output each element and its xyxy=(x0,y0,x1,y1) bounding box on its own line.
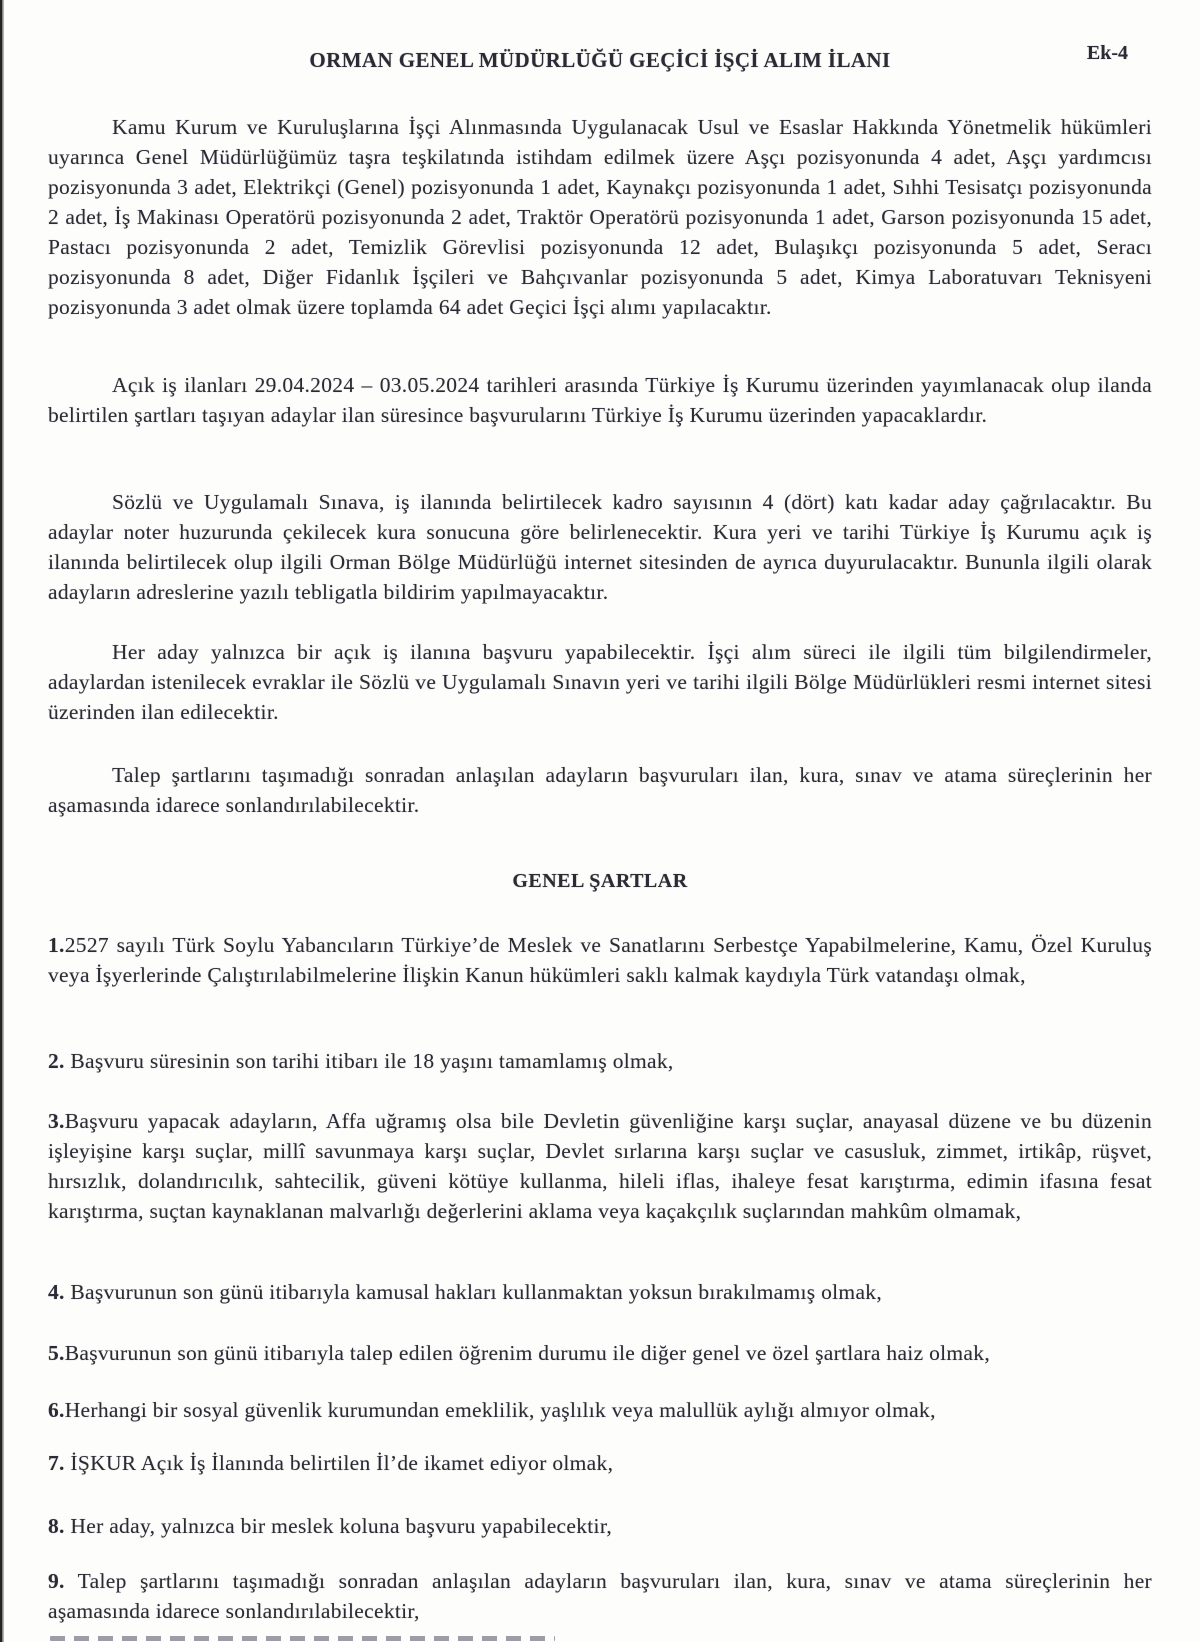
item-text: Talep şartlarını taşımadığı sonradan anlaşılan adayların başvuruları ilan, kura, sınav ve atama süreçlerinin her aşamasında idarece sonlandırılabilecektir, xyxy=(48,1569,1152,1623)
scan-cutoff-line xyxy=(50,1636,555,1641)
intro-paragraph-positions: Kamu Kurum ve Kuruluşlarına İşçi Alınmasında Uygulanacak Usul ve Esaslar Hakkında Yönetmelik hükümleri uyarınca Genel Müdürlüğümüz taşra teşkilatında istihdam edilmek üzere Aşçı pozisyonunda 4 adet, Aşçı yardımcısı pozisyonunda 3 adet, Elektrikçi (Genel) pozisyonunda 1 adet, Kaynakçı pozisyonunda 1 adet, Sıhhi Tesisatçı pozisyonunda 2 adet, İş Makinası Operatörü pozisyonunda 2 adet, Traktör Operatörü pozisyonunda 1 adet, Garson pozisyonunda 15 adet, Pastacı pozisyonunda 2 adet, Temizlik Görevlisi pozisyonunda 12 adet, Bulaşıkçı pozisyonunda 5 adet, Seracı pozisyonunda 8 adet, Diğer Fidanlık İşçileri ve Bahçıvanlar pozisyonunda 5 adet, Kimya Laboratuvarı Teknisyeni pozisyonunda 3 adet olmak üzere toplamda 64 adet Geçici İşçi alımı yapılacaktır. xyxy=(48,115,1152,319)
list-item-6 xyxy=(48,1395,1152,1425)
intro-paragraph-exam-lottery: Sözlü ve Uygulamalı Sınava, iş ilanında belirtilecek kadro sayısının 4 (dört) katı kadar aday çağrılacaktır. Bu adaylar noter huzurunda çekilecek kura sonucuna göre belirlenecektir. Kura yeri ve tarihi Türkiye İş Kurumu açık iş ilanında belirtilecek olup ilgili Orman Bölge Müdürlüğü internet sitesinden de ayrıca duyurulacaktır. Bununla ilgili olarak adayların adreslerine yazılı tebligatla bildirim yapılmayacaktır. xyxy=(48,490,1152,604)
item-text: Başvurunun son günü itibarıyla talep edilen öğrenim durumu ile diğer genel ve özel şartlara haiz olmak, xyxy=(64,1341,991,1365)
item-text: Herhangi bir sosyal güvenlik kurumundan emeklilik, yaşlılık veya malullük aylığı almıyor olmak, xyxy=(64,1398,936,1422)
item-text: Başvuru yapacak adayların, Affa uğramış olsa bile Devletin güvenliğine karşı suçlar, anayasal düzene ve bu düzenin işleyişine karşı suçlar, millî savunmaya karşı suçlar, Devlet sırlarına karşı suçlar ve casusluk, zimmet, irtikâp, rüşvet, hırsızlık, dolandırıcılık, sahtecilik, güveni kötüye kullanma, hileli iflas, ihaleye fesat karıştırma, edimin ifasına fesat karıştırma, suçtan kaynaklanan malvarlığı değerlerini aklama veya kaçakçılık suçlarından mahkûm olmamak, xyxy=(48,1109,1152,1223)
list-item-7 xyxy=(48,1448,1152,1478)
item-number: 2. xyxy=(48,1049,65,1073)
document-title: ORMAN GENEL MÜDÜRLÜĞÜ GEÇİCİ İŞÇİ ALIM İLANI xyxy=(309,48,891,72)
list-item-1 xyxy=(48,930,1152,990)
item-number: 5. xyxy=(48,1341,65,1365)
item-text: İŞKUR Açık İş İlanında belirtilen İl’de ikamet ediyor olmak, xyxy=(64,1451,614,1475)
item-number: 1. xyxy=(48,933,65,957)
list-item-5 xyxy=(48,1338,1152,1368)
intro-paragraph-single-application: Her aday yalnızca bir açık iş ilanına başvuru yapabilecektir. İşçi alım süreci ile ilgili tüm bilgilendirmeler, adaylardan istenilecek evraklar ile Sözlü ve Uygulamalı Sınavın yeri ve tarihi ilgili Bölge Müdürlükleri resmi internet sitesi üzerinden ilan edilecektir. xyxy=(48,640,1152,724)
list-item-8 xyxy=(48,1511,1152,1541)
intro-paragraph-application-dates: Açık iş ilanları 29.04.2024 – 03.05.2024 tarihleri arasında Türkiye İş Kurumu üzerinden yayımlanacak olup ilanda belirtilen şartları taşıyan adaylar ilan süresince başvurularını Türkiye İş Kurumu üzerinden yapacaklardır. xyxy=(48,373,1152,427)
item-number: 6. xyxy=(48,1398,65,1422)
item-text: Başvuru süresinin son tarihi itibarı ile 18 yaşını tamamlamış olmak, xyxy=(64,1049,674,1073)
item-number: 7. xyxy=(48,1451,65,1475)
item-number: 9. xyxy=(48,1569,65,1593)
scan-edge-artifact xyxy=(0,0,4,1642)
item-text: 2527 sayılı Türk Soylu Yabancıların Türkiye’de Meslek ve Sanatlarını Serbestçe Yapabilmelerine, Kamu, Özel Kuruluş veya İşyerlerinde Çalıştırılabilmelerine İlişkin Kanun hükümleri saklı kalmak kaydıyla Türk vatandaşı olmak, xyxy=(48,933,1152,987)
page-tag: Ek-4 xyxy=(1086,42,1128,64)
item-number: 3. xyxy=(48,1109,65,1133)
item-text: Her aday, yalnızca bir meslek koluna başvuru yapabilecektir, xyxy=(64,1514,613,1538)
list-item-2 xyxy=(48,1046,1152,1076)
intro-paragraph-termination: Talep şartlarını taşımadığı sonradan anlaşılan adayların başvuruları ilan, kura, sınav ve atama süreçlerinin her aşamasında idarece sonlandırılabilecektir. xyxy=(48,763,1152,817)
list-item-3 xyxy=(48,1106,1152,1226)
item-number: 8. xyxy=(48,1514,65,1538)
item-text: Başvurunun son günü itibarıyla kamusal hakları kullanmaktan yoksun bırakılmamış olmak, xyxy=(64,1280,883,1304)
item-number: 4. xyxy=(48,1280,65,1304)
list-item-9 xyxy=(48,1566,1152,1626)
list-item-4 xyxy=(48,1277,1152,1307)
section-heading: GENEL ŞARTLAR xyxy=(512,870,688,892)
